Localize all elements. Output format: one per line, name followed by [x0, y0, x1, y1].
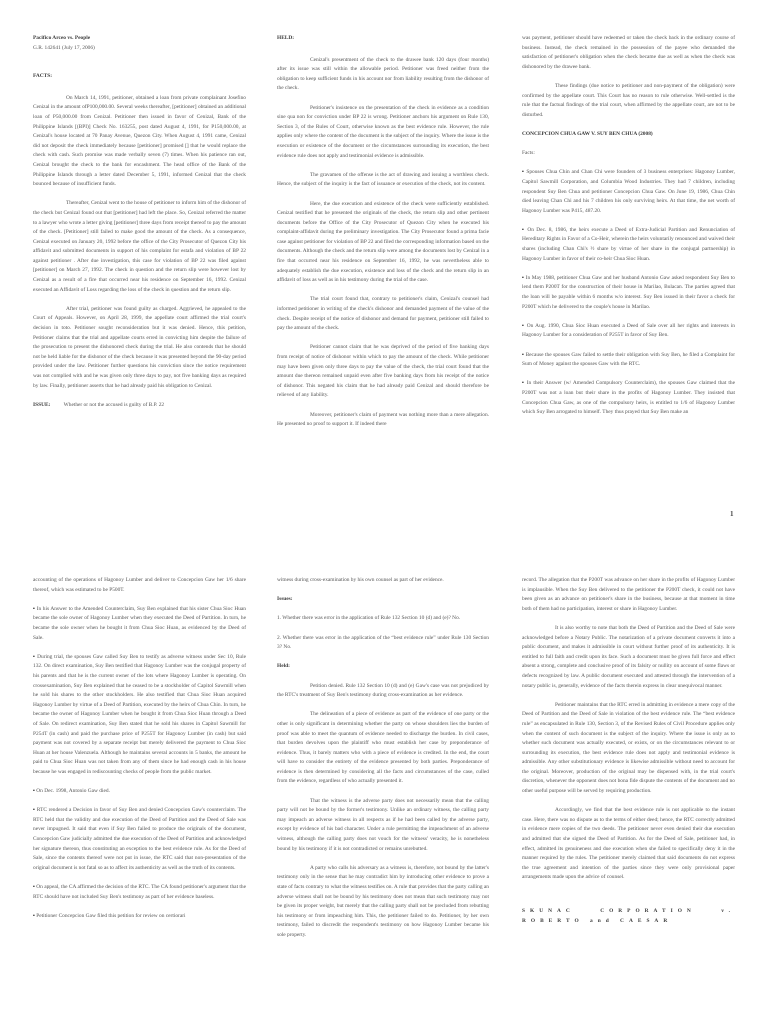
bullet-item: ▪ In their Answer (w/ Amended Compulsory Counterclaim), the spouses Gaw claimed that the P200T was not a loan but their share in the profits of Hagonoy Lumber. They insisted that Concepcion Chua Gaw, as one of the compulsory heirs, is entitled to 1/6 of Hagonoy Lumber which Suy Ben arrogated to himself. They thus prayed that Suy Ben make an — [522, 379, 735, 417]
paragraph: Here, the due execution and existence of the check were sufficiently established. Cenizal testified that he presented the originals of the check, the return slip and other pertinent documents before the Office of the City Prosecutor of Quezon City when he executed his complaint-affidavit during the preliminary investigation. The City Prosecutor found a prima facie case against petitioner for violation of BP 22 and filed the corresponding information based on the documents. Although the check and the return slip were among the documents lost by Cenizal in a fire that occurred near his residence on September 16, 1992, he was nevertheless able to adequately establish the due execution, existence and loss of the check and the return slip in an affidavit of loss as well as in his testimony during the trial of the case. — [277, 200, 489, 284]
issue-line — [33, 401, 246, 411]
bullet-item: ▪ Because the spouses Gaw failed to settle their obligation with Suy Ben, he filed a Complaint for Sum of Money against the spouses Gaw with the RTC. — [522, 351, 735, 370]
case-title: CONCEPCION CHUA GAW V. SUY BEN CHUA (2008) — [522, 130, 653, 137]
paragraph: After trial, petitioner was found guilty as charged. Aggrieved, he appealed to the Court of Appeals. However, on April 28, 1999, the appellate court affirmed the trial court's decision in toto. Petitioner sought reconsideration but it was denied. Hence, this petition, Petitioner claims that the trial and appellate courts erred in convicting him despite the failure of the prosecution to present the dishonored check during the trial. He also contends that he should not be held liable for the dishonor of the check because it was presented beyond the 90-day period provided under the law. Petitioner further questions his conviction since the notice requirement was not complied with and he was given only three days to pay, not five banking days as required by law. Finally, petitioner asserts that he had already paid his obligation to Cenizal. — [33, 305, 246, 389]
bullet-item: ▪ In his Answer to the Amended Counterclaim, Suy Ben explained that his sister Chua Sioc Huan became the sole owner of Hagonoy Lumber when they executed the Deed of Partition. In turn, he became the sole owner when he bought it from Chua Sioc Huan, as evidenced by the Deed of Sale. — [33, 605, 246, 643]
bullet-item: ▪ Petitioner Concepcion Gaw filed this petition for review on certiorari — [33, 912, 246, 922]
paragraph: record. The allegation that the P200T was advance on her share in the profits of Hagonoy Lumber is implausible. When the Suy Ben delivered to the petitioner the P200T check, it could not have been given as an advance on petitioner's share in the business, because at that moment in time both of them had no participation, interest or share in Hagonoy Lumber. — [522, 577, 735, 612]
document-page-2 — [0, 560, 768, 1024]
paragraph: Accordingly, we find that the best evidence rule is not applicable to the instant case. Here, there was no dispute as to the terms of either deed; hence, the RTC correctly admitted in evidence mere copies of the two deeds. The petitioner never even denied their due execution and admitted that she signed the Deed of Partition. As for the Deed of Sale, petitioner had, in effect, admitted its genuineness and due execution when she failed to specifically deny it in the manner required by the rules. The petitioner merely claimed that said documents do not express the true agreement and intention of the parties since they were only provisional paper arrangements made upon the advice of counsel. — [522, 807, 735, 881]
issue-item: 1. Whether there was error in the application of Rule 132 Section 10 (d) and (e)? No. — [277, 615, 461, 622]
issue-text: Whether or not the accused is guilty of B.P. 22 — [63, 401, 165, 408]
page1-column-2 — [277, 34, 489, 439]
bullet-item: ▪ On Dec. 8, 1986, the heirs execute a Deed of Extra-Judicial Partition and Renunciation of Hereditary Rights in Favor of a Co-Heir, wherein the heirs voluntarily renounced and waived their shares (including Chan Chi's ½ share by virtue of her share in the conjugal partnership) in Hagonoy Lumber in favor of their co-heir Chua Sioc Huan. — [522, 226, 735, 264]
issues-heading: Issues: — [277, 596, 293, 603]
paragraph: witness during cross-examination by his own counsel as part of her evidence. — [277, 577, 444, 583]
page2-column-3 — [522, 576, 735, 936]
paragraph: Petitioner's insistence on the presentation of the check in evidence as a condition sine qua non for conviction under BP 22 is wrong. Petitioner anchors his argument on Rule 130, Section 3, of the Rules of Court, otherwise known as the best evidence rule. However, the rule applies only where the content of the document is the subject of the inquiry. Where the issue is the execution or existence of the document or the circumstances surrounding its execution, the best evidence rule does not apply and testimonial evidence is admissible. — [277, 104, 489, 159]
bullet-item: ▪ During trial, the spouses Gaw called Suy Ben to testify as adverse witness under Sec 10, Rule 132. On direct examination, Suy Ben testified that Hagonoy Lumber was the conjugal property of his parents and that he is the current owner of the lots where Hagonoy Lumber is operating. On crossexamination, Suy Ben explained that he ceased to be a stockholder of Capitol Sawmill when he sold his shares to the other stockholders. He also testified that Chua Sioc Huan acquired Hagonoy Lumber by virtue of a Deed of Partition, executed by the heirs of Chua Chin. In turn, he became the owner of Hagonoy Lumber when he bought it from Chua Sioc Huan through a Deed of Sale. On redirect examination, Suy Ben stated that he sold his shares in Capitol Sawmill for P254T (in cash) and paid the purchase price of P255T for Hagonoy Lumber (in cash) but said payment was not covered by a separate receipt but merely delivered the payment to Chua Sioc Huan at her house Valenzuela. Although he maintains several accounts in 5 banks, the amount he paid to Chua Sioc Huan was not taken from any of them since he had enough cash in his house because he was engaged in rediscounting checks of people from the public market. — [33, 653, 246, 778]
page2-column-2 — [277, 576, 489, 950]
paragraph: Petitioner cannot claim that he was deprived of the period of five banking days from receipt of notice of dishonor within which to pay the amount of the check. While petitioner may have been given only three days to pay the value of the check, the trial court found that the amount due thereon remained unpaid even after five banking days from his receipt of the notice of dishonor. This negated his claim that he had already paid Cenizal and should therefore be relieved of any liability. — [277, 344, 489, 399]
bullet-item: ▪ RTC rendered a Decision in favor of Suy Ben and denied Concepcion Gaw's counterclaim. The RTC held that the validity and due execution of the Deed of Partition and the Deed of Sale was never impugned. It said that even if Suy Ben failed to produce the originals of the document, Concepcion Gaw judicially admitted the due execution of the Deed of Partition and acknowledged her signature thereon, thus constituting an exception to the best evidence rule. As for the Deed of Sale, since the contents thereof were not put in issue, the RTC said that non-presentation of the original document is not fatal so as to affect its authenticity as well as the truth of its contents. — [33, 806, 246, 873]
bullet-item: ▪ On Aug. 1990, Chua Sioc Huan executed a Deed of Sale over all her rights and interests in Hagonoy Lumber for a consideration of P255T in favor of Suy Ben. — [522, 322, 735, 341]
paragraph: On March 14, 1991, petitioner, obtained a loan from private complainant Josefino Cenizal in the amount ofP100,000.00. Several weeks thereafter, [petitioner] obtained an additional loan of P50,000.00 from Cenizal. Petitioner then issued in favor of Cenizal, Bank of the Philippine Islands [(BPI)] Check No. 163255, post dated August 4, 1991, for P150,000.00, at Cenizal's house located at 70 Panay Avenue, Quezon City. When August 4, 1991 came, Cenizal did not deposit the check immediately because [petitioner] promised [] that he would replace the check with cash. Such promise was made verbally seven (7) times. When his patience ran out, Cenizal brought the check to the bank for encashment. The head office of the Bank of the Philippine Islands through a letter dated December 5, 1991, informed Cenizal that the check bounced because of insufficient funds. — [33, 94, 246, 188]
paragraph: The delineation of a piece of evidence as part of the evidence of one party or the other is only significant in determining whether the party on whose shoulders lies the burden of proof was able to meet the quantum of evidence needed to discharge the burden. In civil cases, that burden devolves upon the plaintiff who must establish her case by preponderance of evidence. Thus, it barely matters who with a piece of evidence is credited. In the end, the court will have to consider the entirety of the evidence presented by both parties. Preponderance of evidence is then determined by considering all the facts and circumstances of the case, culled from the evidence, regardless of who actually presented it. — [277, 711, 489, 785]
page-number: 1 — [730, 510, 734, 518]
bullet-item: ▪ Spouses Chua Chin and Chan Chi were founders of 3 business enterprises: Hagonoy Lumber, Capitol Sawmill Corporation, and Columbia Wood Industries. They had 7 children, including respondent Suy Ben Chua and petitioner Concepcion Chua Gaw. On June 19, 1986, Chua Chin died leaving Chan Chi and his 7 children his only surviving heirs. At that time, the net worth of Hagonoy Lumber was P415, 487.20. — [522, 168, 735, 216]
issue-label: ISSUE: — [33, 401, 51, 408]
held-heading: HELD: — [277, 35, 295, 41]
paragraph: Moreover, petitioner's claim of payment was nothing more than a mere allegation. He presented no proof to support it. If indeed there — [277, 411, 489, 428]
page1-column-3 — [522, 34, 735, 427]
paragraph: The trial court found that, contrary to petitioner's claim, Cenizal's counsel had informed petitioner in writing of the check's dishonor and demanded payment of the value of the check. Despite receipt of the notice of dishonor and demand for payment, petitioner still failed to pay the amount of the check. — [277, 296, 489, 332]
paragraph: Thereafter, Cenizal went to the house of petitioner to inform him of the dishonor of the check but Cenizal found out that [petitioner] had left the place. So, Cenizal referred the matter to a lawyer who wrote a letter giving [petitioner] three days from receipt thereof to pay the amount of the check. [Petitioner] still failed to make good the amount of the check. As a consequence, Cenizal executed on January 20, 1992 before the office of the City Prosecutor of Quezon City his affidavit and submitted documents in support of his complaint for estafa and violation of BP 22 against petitioner . After due investigation, this case for violation of BP 22 was filed against [petitioner] on March 27, 1992. The check in question and the return slip were however lost by Cenizal as a result of a fire that occurred near his residence on September 16, 1992. Cenizal executed an Affidavit of Loss regarding the loss of the check in question and the return slip. — [33, 200, 247, 293]
paragraph: Petitioner maintains that the RTC erred in admitting in evidence a mere copy of the Deed of Partition and the Deed of Sale in violation of the best evidence rule. The “best evidence rule” as encapsulated in Rule 130, Section 3, of the Revised Rules of Civil Procedure applies only when the content of such document is the subject of the inquiry. Where the issue is only as to whether such document was actually executed, or exists, or on the circumstances relevant to or surrounding its execution, the best evidence rule does not apply and testimonial evidence is admissible. Any other substitutionary evidence is likewise admissible without need to account for the original. Moreover, production of the original may be dispensed with, in the trial court's discretion, whenever the opponent does not bona fide dispute the contents of the document and no other useful purpose will be served by requiring production. — [522, 701, 735, 795]
paragraph: A party who calls his adversary as a witness is, therefore, not bound by the latter's testimony only in the sense that he may contradict him by introducing other evidence to prove a state of facts contrary to what the witness testifies on. A rule that provides that the party calling an adverse witness shall not be bound by his testimony does not mean that such testimony may not be given its proper weight, but merely that the calling party shall not be precluded from rebutting his testimony or from impeaching him. This, the petitioner failed to do. Petitioner, by her own testimony, failed to discredit the respondent's testimony on how Hagonoy Lumber became his sole property. — [277, 864, 489, 938]
page2-column-1 — [33, 576, 246, 931]
facts-label: Facts: — [522, 150, 535, 157]
facts-heading: FACTS: — [33, 73, 53, 80]
held-heading: Held: — [277, 663, 290, 670]
bullet-item: ▪ On Dec. 1998, Antonio Gaw died. — [33, 787, 246, 797]
paragraph: These findings (due notice to petitioner and non-payment of the obligation) were confirmed by the appellate court. This Court has no reason to rule otherwise. Well-settled is the rule that the factual findings of the trial court, when affirmed by the appellate court, are not to be disturbed. — [522, 82, 735, 118]
case-title: Pacifico Arceo vs. People — [33, 35, 91, 41]
case-title: SKUNAC CORPORATION v. ROBERTO and CAESAR — [522, 908, 735, 924]
paragraph: Cenizal's presentment of the check to the drawee bank 120 days (four months) after its issue was still within the allowable period. Petitioner was freed neither from the obligation to keep sufficient funds in his account nor from liability resulting from the dishonor of the check. — [277, 56, 489, 92]
paragraph: It is also worthy to note that both the Deed of Partition and the Deed of Sale were acknowledged before a Notary Public. The notarization of a private document converts it into a public document, and makes it admissible in court without further proof of its authenticity. It is entitled to full faith and credit upon its face. Such a document must be given full force and effect absent a strong, complete and conclusive proof of its falsity or nullity on account of some flaws or defects recognized by law. A public document executed and attested through the intervention of a notary public is, generally, evidence of the facts therein express in clear unequivocal manner. — [522, 624, 735, 689]
paragraph: accounting of the operations of Hagonoy Lumber and deliver to Concepcion Gaw her 1/6 share thereof, which was estimated to be P500T. — [33, 577, 246, 593]
paragraph: Petition denied. Rule 132 Section 10 (d) and (e) Gaw's case was not prejudiced by the RTC's treatment of Suy Ben's testimony during cross-examination as her evidence. — [277, 682, 489, 699]
bullet-item: ▪ In May 1988, petitioner Chua Gaw and her husband Antonio Gaw asked respondent Suy Ben to lend them P200T for the construction of their house in Marilao, Bulacan. The parties agreed that the loan will be payable within 6 months w/o interest. Suy Ben issued in their favor a check for P200T which he delivered to the couple's house in Marilao. — [522, 274, 735, 312]
paragraph: That the witness is the adverse party does not necessarily mean that the calling party will not be bound by the former's testimony. Unlike an ordinary witness, the calling party may impeach an adverse witness in all respects as if he had been called by the adverse party, except by evidence of his bad character. Under a rule permitting the impeachment of an adverse witness, although the calling party does not vouch for the witness' veracity, he is nonetheless bound by his testimony if it is not contradicted or remains unrebutted. — [277, 797, 489, 852]
case-citation: G.R. 142641 (July 17, 2006) — [33, 44, 95, 51]
issue-item: 2. Whether there was error in the application of the “best evidence rule” under Rule 130 Section 3? No. — [277, 634, 489, 651]
bullet-item: ▪ On appeal, the CA affirmed the decision of the RTC. The CA found petitioner's argument that the RTC should have not included Suy Ben's testimony as part of her evidence baseless. — [33, 883, 246, 902]
paragraph: was payment, petitioner should have redeemed or taken the check back in the ordinary course of business. Instead, the check remained in the possession of the payee who demanded the satisfaction of petitioner's obligation when the check became due as well as when the check was dishonored by the drawee bank. — [522, 35, 735, 70]
page1-column-1 — [33, 34, 246, 420]
paragraph: The gravamen of the offense is the act of drawing and issuing a worthless check. Hence, the subject of the inquiry is the fact of issuance or execution of the check, not its content. — [277, 171, 489, 188]
